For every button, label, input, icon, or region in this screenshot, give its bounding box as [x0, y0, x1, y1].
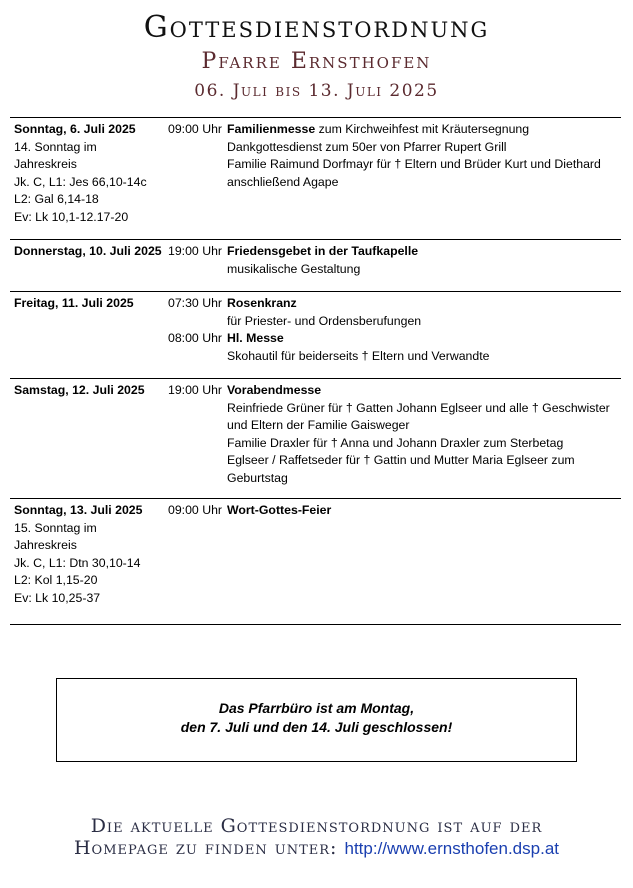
event-time: 09:00 Uhr — [168, 122, 223, 136]
day-row — [10, 379, 621, 499]
day-detail: 14. Sonntag im — [14, 139, 97, 154]
event-time: 19:00 Uhr — [168, 244, 223, 258]
event — [168, 330, 621, 365]
event-line: Skohautil für beiderseits † Eltern und Verwandte — [227, 348, 490, 363]
event-line: für Priester- und Ordensberufungen — [227, 313, 422, 328]
event — [168, 121, 621, 191]
notice-line: den 7. Juli und den 14. Juli geschlossen! — [180, 719, 453, 735]
event-description — [227, 330, 621, 365]
event-line: Reinfriede Grüner für † Gatten Johann Eglseer und alle † Geschwister — [227, 400, 610, 415]
day-row — [10, 499, 621, 625]
event-line: Familie Draxler für † Anna und Johann Draxler zum Sterbetag — [227, 435, 564, 450]
event-title: Rosenkranz — [227, 296, 297, 310]
day-events — [168, 295, 621, 378]
day-detail: Ev: Lk 10,25-37 — [14, 590, 101, 605]
day-date: Sonntag, 13. Juli 2025 — [14, 503, 143, 517]
parish-name: Pfarre Ernsthofen — [201, 49, 432, 74]
day-info — [10, 502, 168, 624]
day-row — [10, 118, 621, 240]
event-line: Eglseer / Raffetseder für † Gattin und Mutter Maria Eglseer zum — [227, 453, 575, 467]
event-description — [227, 243, 621, 278]
day-date: Samstag, 12. Juli 2025 — [14, 383, 145, 397]
day-date: Donnerstag, 10. Juli 2025 — [14, 244, 162, 258]
event-description — [227, 382, 621, 487]
event-title: Familienmesse — [227, 122, 316, 136]
day-row — [10, 292, 621, 379]
event-title: Vorabendmesse — [227, 383, 322, 397]
day-events — [168, 382, 621, 498]
event-line: musikalische Gestaltung — [227, 261, 361, 276]
day-events — [168, 502, 621, 624]
day-events — [168, 243, 621, 291]
event-title: Wort-Gottes-Feier — [227, 503, 332, 517]
day-info — [10, 382, 168, 498]
event — [168, 382, 621, 487]
event-line: und Eltern der Familie Gaisweger — [227, 418, 410, 432]
day-detail: L2: Gal 6,14-18 — [14, 192, 99, 206]
day-detail: Jahreskreis — [14, 157, 77, 171]
day-detail: L2: Kol 1,15-20 — [14, 573, 98, 587]
day-detail: Jk. C, L1: Dtn 30,10-14 — [14, 555, 141, 570]
day-row — [10, 240, 621, 292]
footer — [0, 815, 633, 860]
homepage-link[interactable]: http://www.ernsthofen.dsp.at — [344, 839, 559, 858]
day-detail: Jk. C, L1: Jes 66,10-14c — [14, 174, 147, 189]
event-line: anschließend Agape — [227, 174, 339, 189]
event-time: 07:30 Uhr — [168, 296, 223, 310]
day-info — [10, 243, 168, 291]
event-line: Geburtstag — [227, 470, 288, 485]
event-time: 08:00 Uhr — [168, 331, 223, 345]
day-detail: 15. Sonntag im — [14, 520, 97, 535]
day-date: Sonntag, 6. Juli 2025 — [14, 122, 136, 136]
footer-line: Homepage zu finden unter: — [73, 837, 345, 859]
schedule-table — [10, 117, 621, 625]
event-description — [227, 502, 621, 520]
day-detail: Ev: Lk 10,1-12.17-20 — [14, 209, 129, 224]
event-title-suffix: zum Kirchweihfest mit Kräutersegnung — [315, 122, 530, 136]
event — [168, 295, 621, 330]
day-detail: Jahreskreis — [14, 538, 77, 552]
event-line: Dankgottesdienst zum 50er von Pfarrer Rupert Grill — [227, 139, 507, 154]
event-time: 09:00 Uhr — [168, 503, 223, 517]
event-title: Friedensgebet in der Taufkapelle — [227, 244, 419, 258]
office-closed-notice — [56, 678, 577, 762]
day-date: Freitag, 11. Juli 2025 — [14, 296, 134, 310]
event-title: Hl. Messe — [227, 331, 284, 345]
page-title: Gottesdienstordnung — [143, 10, 490, 45]
day-info — [10, 121, 168, 239]
event-time: 19:00 Uhr — [168, 383, 223, 397]
day-events — [168, 121, 621, 239]
notice-line: Das Pfarrbüro ist am Montag, — [218, 700, 415, 716]
event — [168, 502, 621, 520]
event-line: Familie Raimund Dorfmayr für † Eltern und Brüder Kurt und Diethard — [227, 157, 601, 171]
day-info — [10, 295, 168, 378]
event-description — [227, 295, 621, 330]
event — [168, 243, 621, 278]
date-range: 06. Juli bis 13. Juli 2025 — [194, 81, 439, 101]
footer-line: Die aktuelle Gottesdienstordnung ist auf der — [90, 815, 543, 837]
event-description — [227, 121, 621, 191]
